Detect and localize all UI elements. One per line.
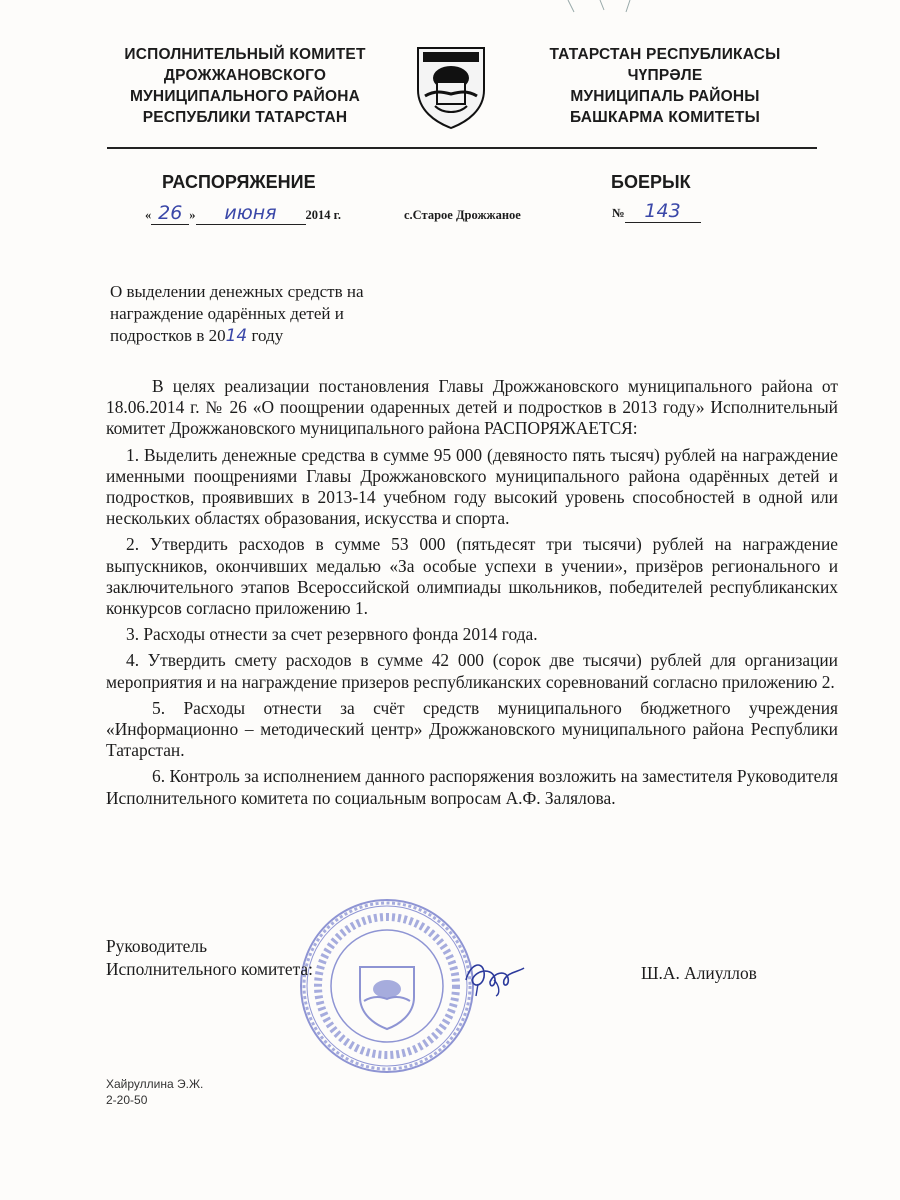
document-body <box>106 376 838 814</box>
executor-name: Хайруллина Э.Ж. <box>106 1077 204 1091</box>
executor-info <box>106 1076 203 1108</box>
official-seal-icon <box>298 897 476 1075</box>
header-right-line: ЧҮПРӘЛЕ <box>627 67 703 84</box>
date-year: 2014 г. <box>305 208 342 222</box>
document-subject <box>110 281 440 347</box>
handwritten-signature-icon <box>460 950 530 1000</box>
date-month: июня <box>196 202 306 225</box>
number-label: № <box>612 206 625 220</box>
signatory-name: Ш.А. Алиуллов <box>641 963 757 983</box>
subject-text: подростков в 20 <box>110 326 226 345</box>
document-date <box>145 202 341 225</box>
subject-text: году <box>247 326 284 345</box>
document-number <box>612 200 701 223</box>
header-right <box>505 44 825 128</box>
date-quote-open: « <box>145 208 152 222</box>
body-item-6: 6. Контроль за исполнением данного распоряжения возложить на заместителя Руководителя Исполнительного комитета по социальным вопросам А.Ф. Залялова. <box>106 766 838 808</box>
subject-line: О выделении денежных средств на <box>110 282 364 301</box>
scan-mark-icon <box>560 0 650 14</box>
header-right-line: БАШКАРМА КОМИТЕТЫ <box>570 109 760 126</box>
subject-year-handwritten: 14 <box>225 326 248 346</box>
executor-phone: 2-20-50 <box>106 1093 148 1107</box>
header-left <box>95 44 395 128</box>
subject-line: награждение одарённых детей и <box>110 304 344 323</box>
document-type-ru: РАСПОРЯЖЕНИЕ <box>162 172 316 192</box>
header-left-line: ИСПОЛНИТЕЛЬНЫЙ КОМИТЕТ <box>124 46 366 63</box>
body-item-5: 5. Расходы отнести за счёт средств муниципального бюджетного учреждения «Информационно – методический центр» Дрожжановского муниципального района Республики Татарстан. <box>106 697 838 761</box>
body-item-3: 3. Расходы отнести за счет резервного фонда 2014 года. <box>126 624 538 645</box>
header-left-line: МУНИЦИПАЛЬНОГО РАЙОНА <box>129 88 361 105</box>
signatory-title <box>106 935 313 981</box>
body-item-4: 4. Утвердить смету расходов в сумме 42 000 (сорок две тысячи) рублей для организации мероприятия и на награждение призеров республиканских соревнований согласно приложению 2. <box>106 650 838 692</box>
header-right-line: ТАТАРСТАН РЕСПУБЛИКАСЫ <box>549 46 781 63</box>
coat-of-arms-icon <box>415 44 487 130</box>
document-place: с.Старое Дрожжаное <box>404 208 521 222</box>
header-left-line: ДРОЖЖАНОВСКОГО <box>163 67 327 84</box>
subject-line <box>110 325 440 347</box>
document-type-tt: БОЕРЫК <box>611 172 691 192</box>
header-left-line: РЕСПУБЛИКИ ТАТАРСТАН <box>142 109 348 126</box>
date-day: 26 <box>151 202 189 225</box>
body-item-2: 2. Утвердить расходов в сумме 53 000 (пятьдесят три тысячи) рублей на награждение выпускников, окончивших медалью «За особые успехи в учении», призёров регионального и заключительного этапов Всероссийской олимпиады школьников, победителей республиканских конкурсов согласно приложению 1. <box>106 534 838 619</box>
signatory-title-line: Исполнительного комитета: <box>106 959 313 979</box>
body-intro: В целях реализации постановления Главы Дрожжановского муниципального района от 18.06.2014 г. № 26 «О поощрении одаренных детей и подростков в 2013 году» Исполнительный комитет Дрожжановского муниципального района РАСПОРЯЖАЕТСЯ: <box>106 376 838 439</box>
body-item-1: 1. Выделить денежные средства в сумме 95 000 (девяносто пять тысяч) рублей на награждение именными поощрениями Главы Дрожжановского муниципального района одарённых детей и подростков, проявивших в 2013-14 учебном году высокий уровень способностей в одной или нескольких областях образования, искусства и спорта. <box>106 444 838 529</box>
date-quote-close: » <box>189 208 196 222</box>
header-right-line: МУНИЦИПАЛЬ РАЙОНЫ <box>570 88 760 105</box>
number-value: 143 <box>625 200 701 223</box>
signatory-title-line: Руководитель <box>106 936 207 956</box>
header-divider <box>107 147 817 149</box>
